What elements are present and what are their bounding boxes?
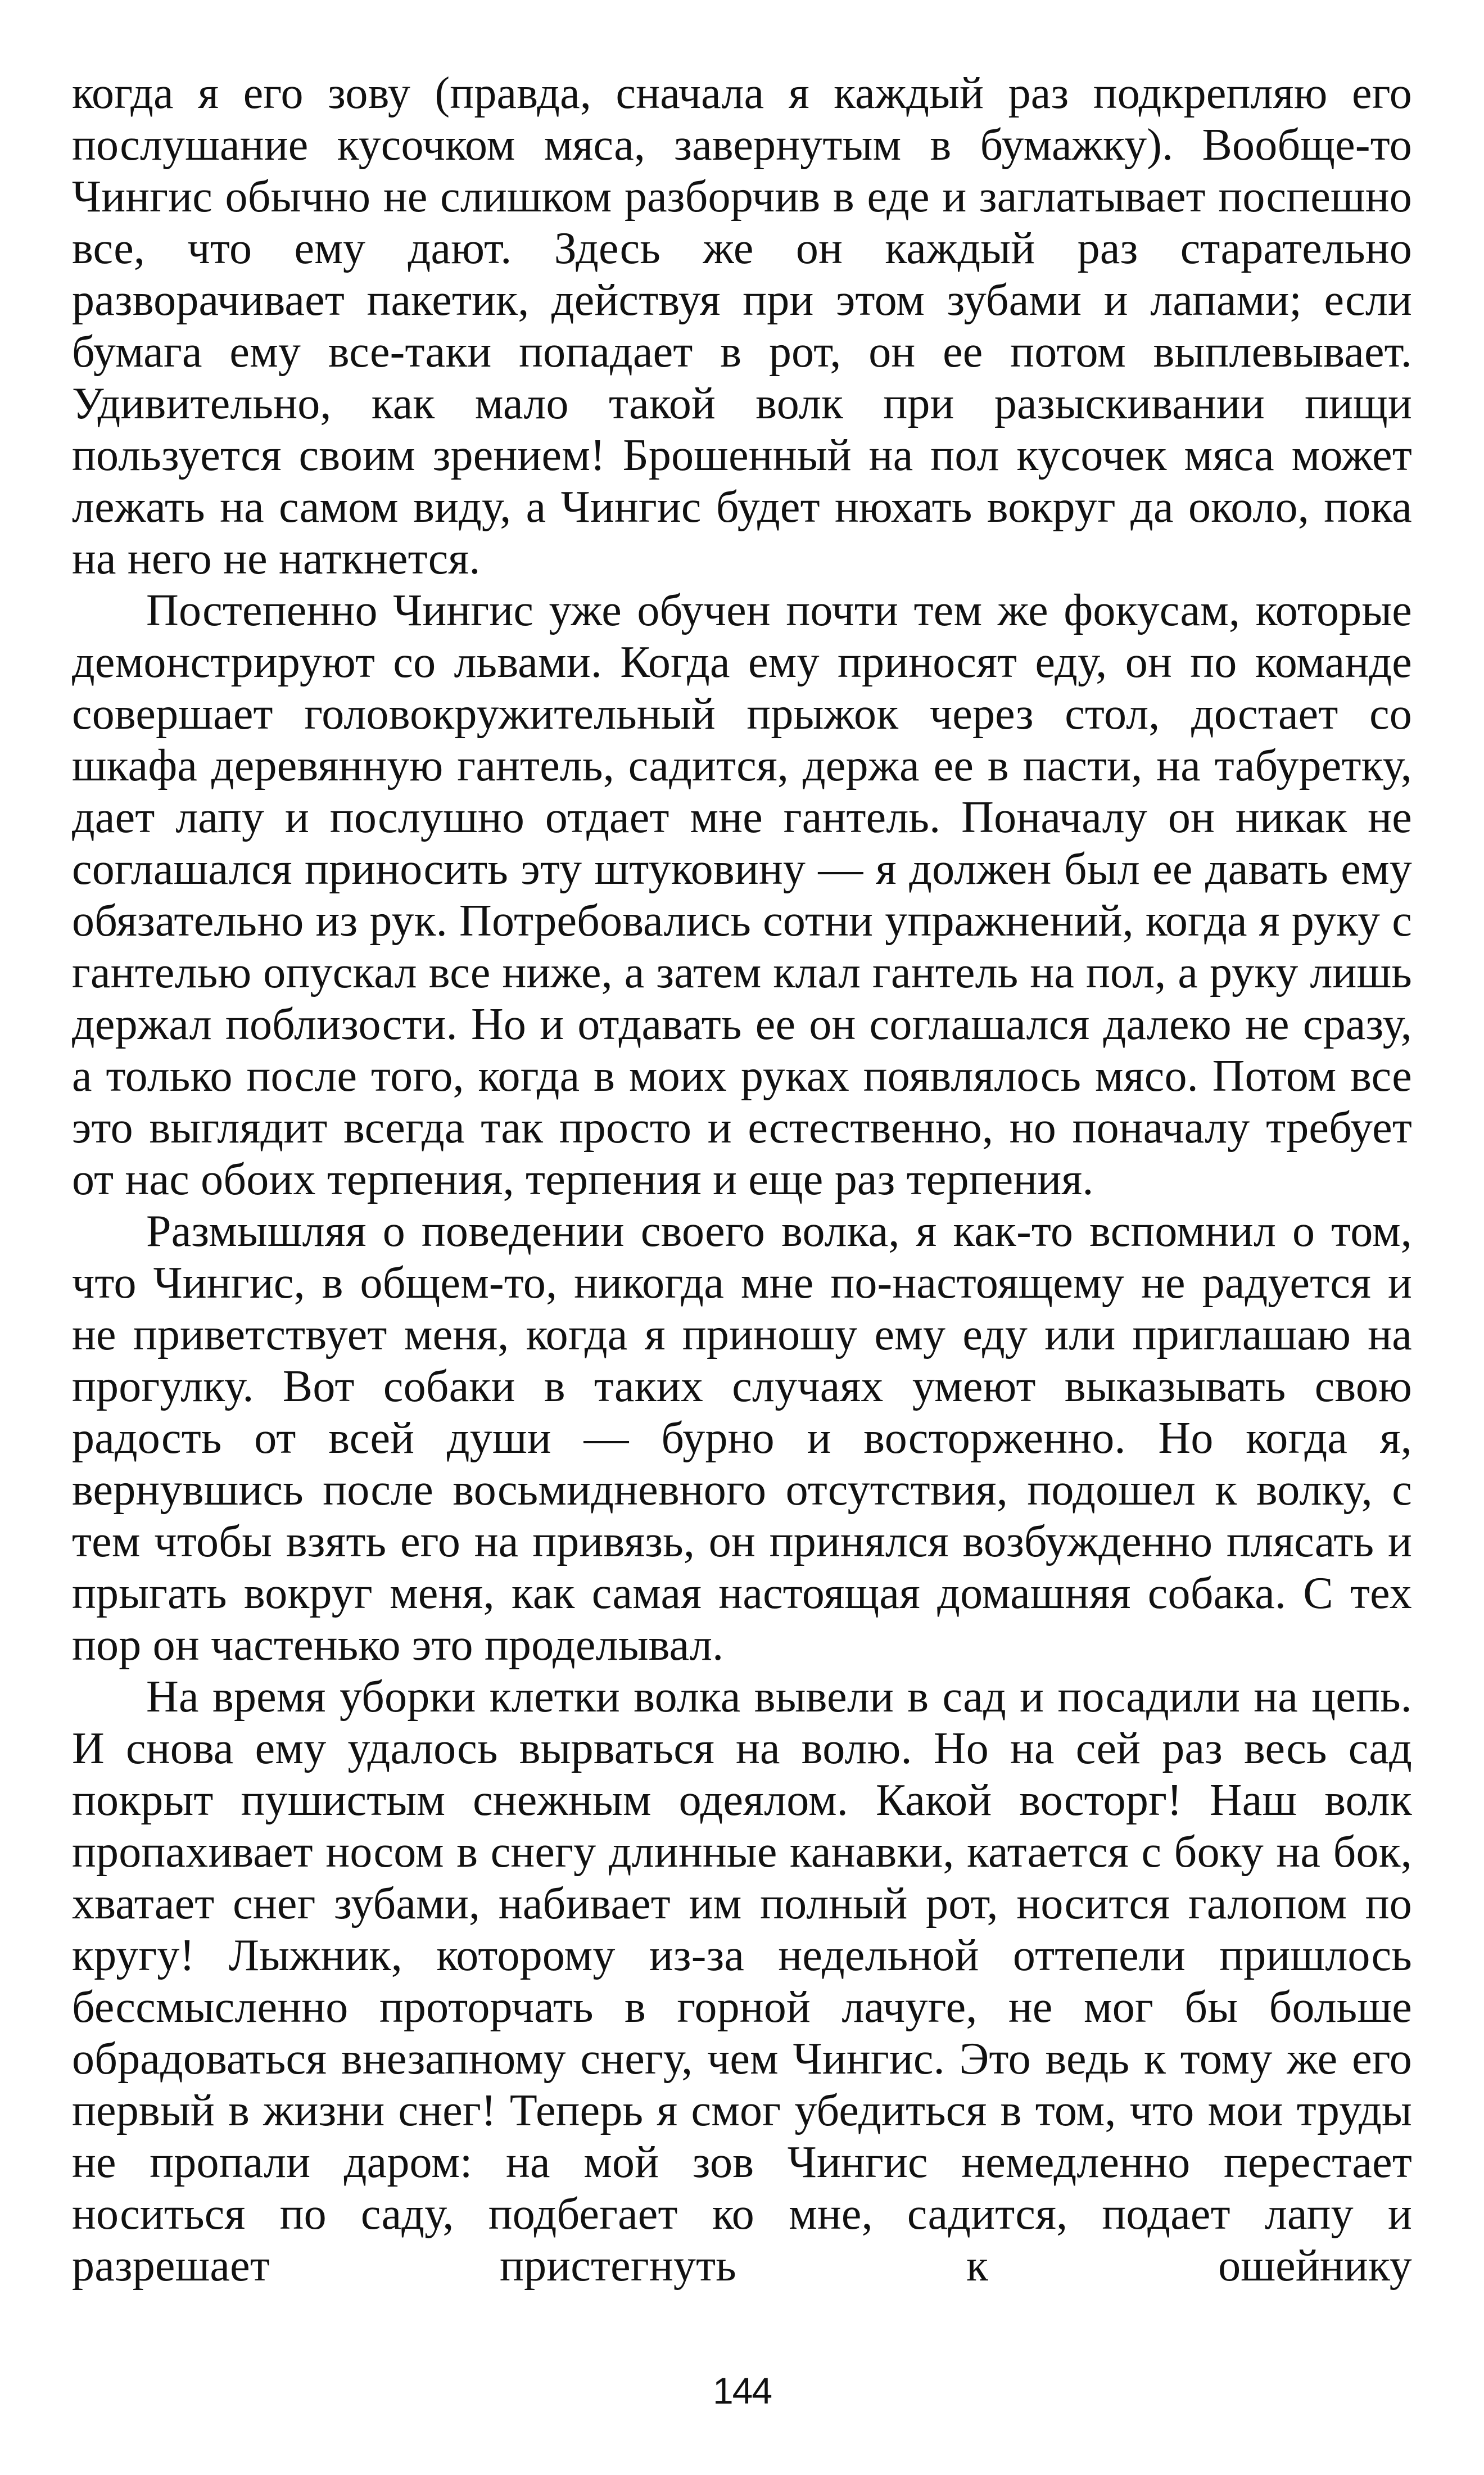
paragraph-3: Размышляя о поведении своего волка, я как-то вспомнил о том, что Чингис, в общем-то, никогда мне по-настоящему не радуется и не приветствует меня, когда я приношу ему еду или приглашаю на прогулку. Вот собаки в таких случаях умеют выказывать свою радость от всей души — бурно и восторженно. Но когда я, вернувшись после восьмидневного отсутствия, подошел к волку, с тем чтобы взять его на привязь, он принялся возбужденно плясать и прыгать вокруг меня, как самая настоящая домашняя собака. С тех пор он частенько это проделывал.	[72, 1207, 1412, 1670]
page-number: 144	[712, 2370, 772, 2411]
paragraph-1: когда я его зову (правда, сначала я каждый раз подкрепляю его послушание кусочком мяса, завернутым в бумажку). Вообще-то Чингис обычно не слишком разборчив в еде и заглатывает поспешно все, что ему дают. Здесь же он каждый раз старательно разворачивает пакетик, действуя при этом зубами и лапами; если бумага ему все-таки попадает в рот, он ее потом выплевывает. Удивительно, как мало такой волк при разыскивании пищи пользуется своим зрением! Брошенный на пол кусочек мяса может лежать на самом виду, а Чингис будет нюхать вокруг да около, пока на него не наткнется.	[72, 69, 1412, 584]
page-body	[72, 67, 1412, 2292]
paragraph-2: Постепенно Чингис уже обучен почти тем же фокусам, которые демонстрируют со львами. Когда ему приносят еду, он по команде совершает головокружительный прыжок через стол, достает со шкафа деревянную гантель, садится, держа ее в пасти, на табуретку, дает лапу и послушно отдает мне гантель. Поначалу он никак не соглашался приносить эту штуковину — я должен был ее давать ему обязательно из рук. Потребовались сотни упражнений, когда я руку с гантелью опускал все ниже, а затем клал гантель на пол, а руку лишь держал поблизости. Но и отдавать ее он соглашался далеко не сразу, а только после того, когда в моих руках появлялось мясо. Потом все это выглядит всегда так просто и естественно, но поначалу требует от нас обоих терпения, терпения и еще раз терпения.	[72, 586, 1412, 1204]
paragraph-4: На время уборки клетки волка вывели в сад и посадили на цепь. И снова ему удалось вырваться на волю. Но на сей раз весь сад покрыт пушистым снежным одеялом. Какой восторг! Наш волк пропахивает носом в снегу длинные канавки, катается с боку на бок, хватает снег зубами, набивает им полный рот, носится галопом по кругу! Лыжник, которому из-за недельной оттепели пришлось бессмысленно проторчать в горной лачуге, не мог бы больше обрадоваться внезапному снегу, чем Чингис. Это ведь к тому же его первый в жизни снег! Теперь я смог убедиться в том, что мои труды не пропали даром: на мой зов Чингис немедленно перестает носиться по саду, подбегает ко мне, садится, подает лапу и разрешает пристегнуть к ошейнику	[72, 1672, 1412, 2291]
